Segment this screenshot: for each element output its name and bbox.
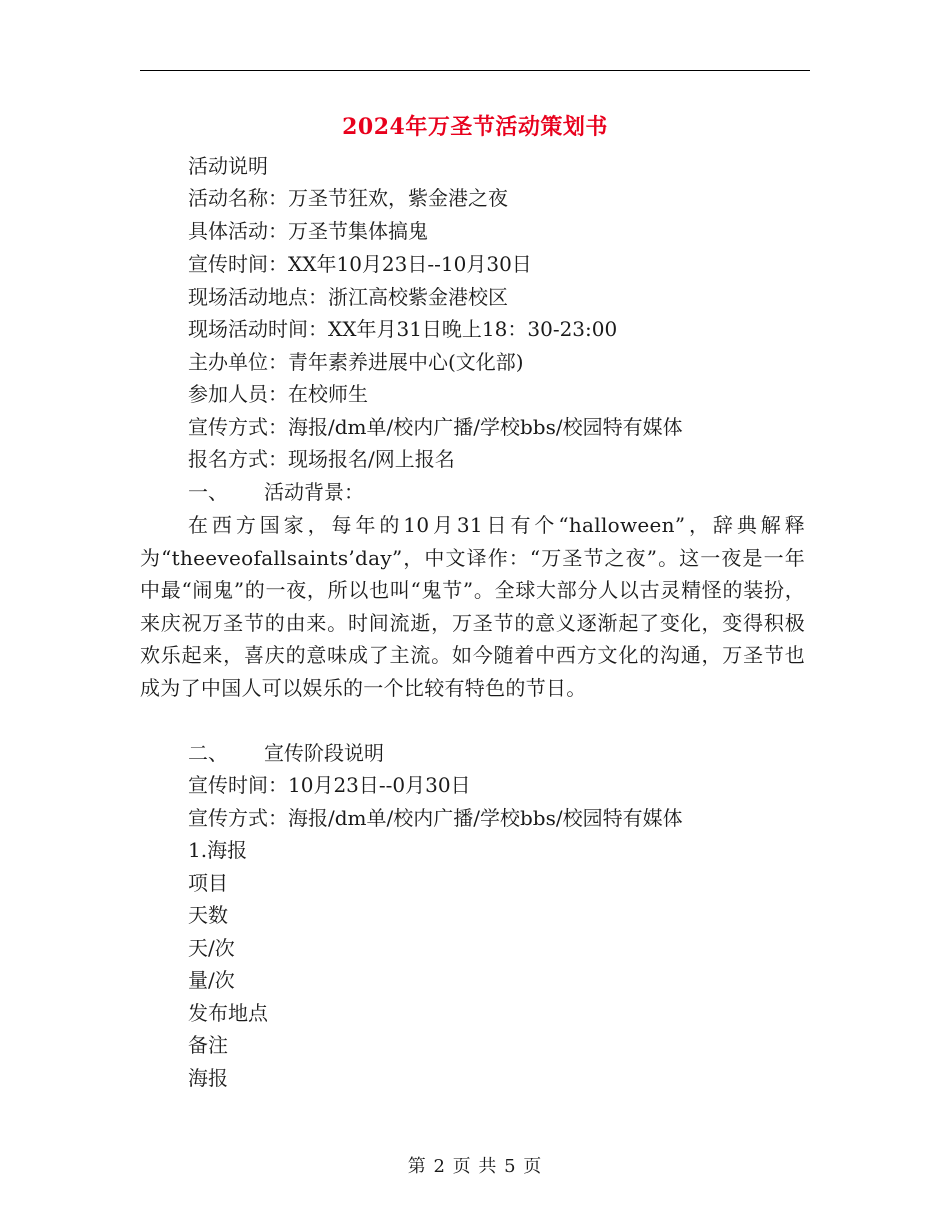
info-line: 报名方式：现场报名/网上报名 [188,447,455,471]
list-item: 天/次 [188,936,235,960]
info-line: 宣传方式：海报/dm单/校内广播/学校bbs/校园特有媒体 [188,415,683,439]
section-number: 二、 [188,741,228,765]
info-line: 主办单位：青年素养进展中心(文化部) [188,350,524,374]
info-line: 宣传时间：XX年10月23日--10月30日 [188,252,532,276]
info-line: 活动名称：万圣节狂欢，紫金港之夜 [188,186,508,210]
info-line: 现场活动时间：XX年月31日晚上18：30-23:00 [188,317,618,341]
section-title: 活动背景： [264,480,364,504]
page-footer: 第 2 页 共 5 页 [407,1156,543,1177]
list-item: 发布地点 [188,1001,268,1025]
section-heading-2 [188,737,384,769]
info-line: 活动说明 [188,154,268,178]
list-item: 海报 [188,1066,228,1090]
info-line: 参加人员：在校师生 [188,382,368,406]
section-heading-1 [188,476,364,508]
header-rule [140,70,810,71]
info-line: 现场活动地点：浙江高校紫金港校区 [188,285,508,309]
info-line: 宣传时间：10月23日--0月30日 [188,773,471,797]
section-title: 宣传阶段说明 [264,741,384,765]
info-line: 具体活动：万圣节集体搞鬼 [188,219,428,243]
list-item: 项目 [188,871,228,895]
list-item: 1.海报 [188,838,248,862]
body-paragraph: 在西方国家，每年的10月31日有个“halloween”，辞典解释为“theeveofallsaints’day”，中文译作：“万圣节之夜”。这一夜是一年中最“闹鬼”的一夜，所以也叫“鬼节”。全球大部分人以古灵精怪的装扮，来庆祝万圣节的由来。时间流逝，万圣节的意义逐渐起了变化，变得积极欢乐起来，喜庆的意味成了主流。如今随着中西方文化的沟通，万圣节也成为了中国人可以娱乐的一个比较有特色的节日。 [140,513,805,700]
list-item: 天数 [188,903,228,927]
list-item: 备注 [188,1033,228,1057]
list-item: 量/次 [188,968,235,992]
document-title: 2024年万圣节活动策划书 [342,114,608,140]
section-number: 一、 [188,480,228,504]
info-line: 宣传方式：海报/dm单/校内广播/学校bbs/校园特有媒体 [188,806,683,830]
